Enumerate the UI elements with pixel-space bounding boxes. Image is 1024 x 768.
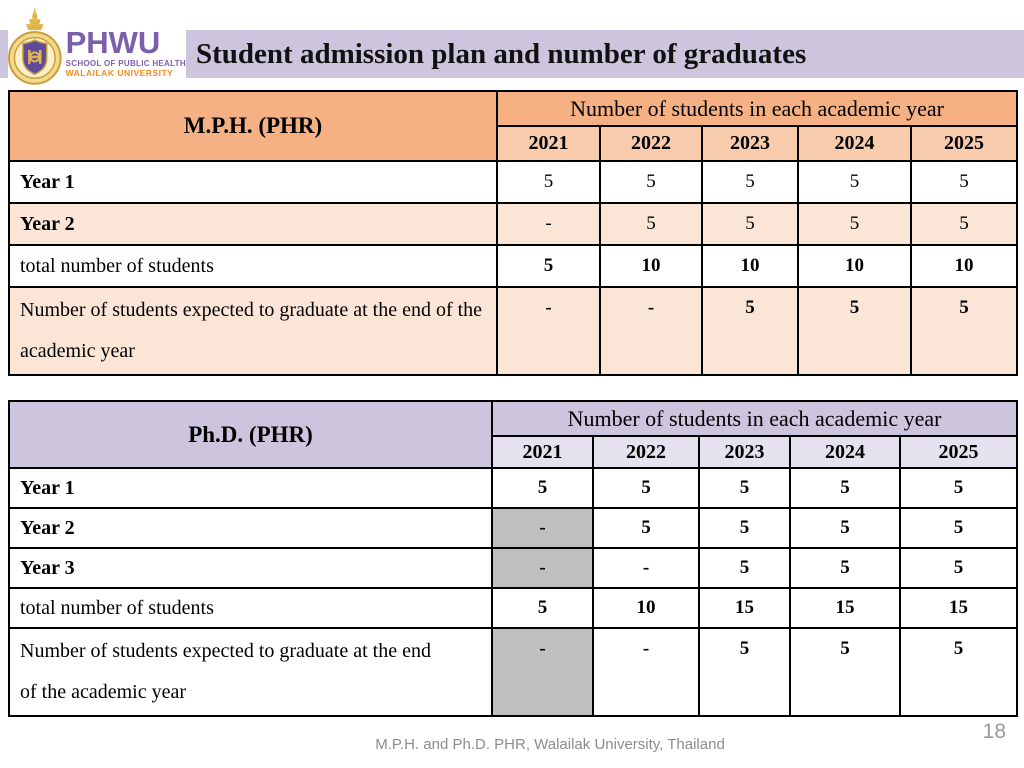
- value-cell: -: [497, 287, 600, 375]
- value-cell: 5: [492, 468, 593, 508]
- year-header-cell: 2021: [497, 126, 600, 161]
- row-label-cell: Year 3: [9, 548, 492, 588]
- value-cell: 5: [699, 548, 790, 588]
- table-row: [9, 245, 1017, 287]
- year-header-cell: 2022: [593, 436, 699, 468]
- value-cell: 10: [600, 245, 702, 287]
- value-cell: 5: [702, 287, 798, 375]
- row-label-cell: Year 1: [9, 468, 492, 508]
- table-row: [9, 588, 1017, 628]
- span-header-cell: Number of students in each academic year: [497, 91, 1017, 126]
- table-row: [9, 628, 1017, 716]
- row-label-cell: Year 2: [9, 508, 492, 548]
- table-row: [9, 203, 1017, 245]
- year-header-cell: 2025: [900, 436, 1017, 468]
- table-row: [9, 548, 1017, 588]
- row-label-cell: total number of students: [9, 245, 497, 287]
- year-header-cell: 2021: [492, 436, 593, 468]
- table-row: [9, 287, 1017, 375]
- year-header-cell: 2024: [798, 126, 911, 161]
- value-cell: 5: [699, 508, 790, 548]
- value-cell: -: [593, 628, 699, 716]
- university-crest-icon: [8, 6, 62, 86]
- logo-university-line: WALAILAK UNIVERSITY: [65, 68, 174, 79]
- value-cell: 10: [593, 588, 699, 628]
- year-header-cell: 2024: [790, 436, 900, 468]
- year-header-cell: 2023: [699, 436, 790, 468]
- data-table: [8, 400, 1018, 717]
- value-cell: 5: [790, 508, 900, 548]
- program-title-cell: M.P.H. (PHR): [9, 91, 497, 161]
- value-cell: -: [492, 548, 593, 588]
- row-label-cell: Year 2: [9, 203, 497, 245]
- page-number: 18: [982, 720, 1006, 743]
- value-cell: -: [600, 287, 702, 375]
- value-cell: 5: [911, 203, 1017, 245]
- value-cell: 10: [798, 245, 911, 287]
- value-cell: 5: [900, 548, 1017, 588]
- value-cell: 5: [798, 287, 911, 375]
- value-cell: -: [497, 203, 600, 245]
- value-cell: 5: [497, 245, 600, 287]
- row-label-cell: total number of students: [9, 588, 492, 628]
- value-cell: 15: [699, 588, 790, 628]
- value-cell: 5: [492, 588, 593, 628]
- value-cell: 5: [600, 203, 702, 245]
- value-cell: 5: [798, 161, 911, 203]
- table-row: [9, 468, 1017, 508]
- row-label-cell: Number of students expected to graduate at the end of the academic year: [9, 628, 492, 716]
- program-title-cell: Ph.D. (PHR): [9, 401, 492, 468]
- value-cell: -: [492, 508, 593, 548]
- value-cell: 15: [900, 588, 1017, 628]
- value-cell: 15: [790, 588, 900, 628]
- logo-acronym: PHWU: [65, 24, 161, 60]
- year-header-cell: 2025: [911, 126, 1017, 161]
- year-header-cell: 2023: [702, 126, 798, 161]
- logo-text: [65, 24, 186, 79]
- value-cell: 5: [790, 468, 900, 508]
- value-cell: 5: [699, 628, 790, 716]
- university-logo: [8, 4, 186, 88]
- table-row: [9, 161, 1017, 203]
- span-header-cell: Number of students in each academic year: [492, 401, 1017, 436]
- page-title: Student admission plan and number of graduates: [196, 38, 807, 70]
- value-cell: -: [492, 628, 593, 716]
- value-cell: -: [593, 548, 699, 588]
- table-row: [9, 508, 1017, 548]
- value-cell: 5: [900, 628, 1017, 716]
- data-table: [8, 90, 1018, 376]
- value-cell: 5: [911, 287, 1017, 375]
- value-cell: 10: [911, 245, 1017, 287]
- value-cell: 5: [790, 628, 900, 716]
- value-cell: 5: [593, 468, 699, 508]
- value-cell: 5: [702, 203, 798, 245]
- value-cell: 5: [702, 161, 798, 203]
- value-cell: 5: [798, 203, 911, 245]
- value-cell: 5: [790, 548, 900, 588]
- value-cell: 5: [699, 468, 790, 508]
- row-label-cell: Year 1: [9, 161, 497, 203]
- value-cell: 5: [593, 508, 699, 548]
- row-label-cell: Number of students expected to graduate at the end of the academic year: [9, 287, 497, 375]
- logo-school-line: SCHOOL OF PUBLIC HEALTH: [65, 59, 186, 69]
- value-cell: 5: [900, 468, 1017, 508]
- value-cell: 5: [900, 508, 1017, 548]
- value-cell: 5: [600, 161, 702, 203]
- footer-caption: M.P.H. and Ph.D. PHR, Walailak University, Thailand: [375, 736, 725, 753]
- year-header-cell: 2022: [600, 126, 702, 161]
- value-cell: 5: [497, 161, 600, 203]
- value-cell: 10: [702, 245, 798, 287]
- value-cell: 5: [911, 161, 1017, 203]
